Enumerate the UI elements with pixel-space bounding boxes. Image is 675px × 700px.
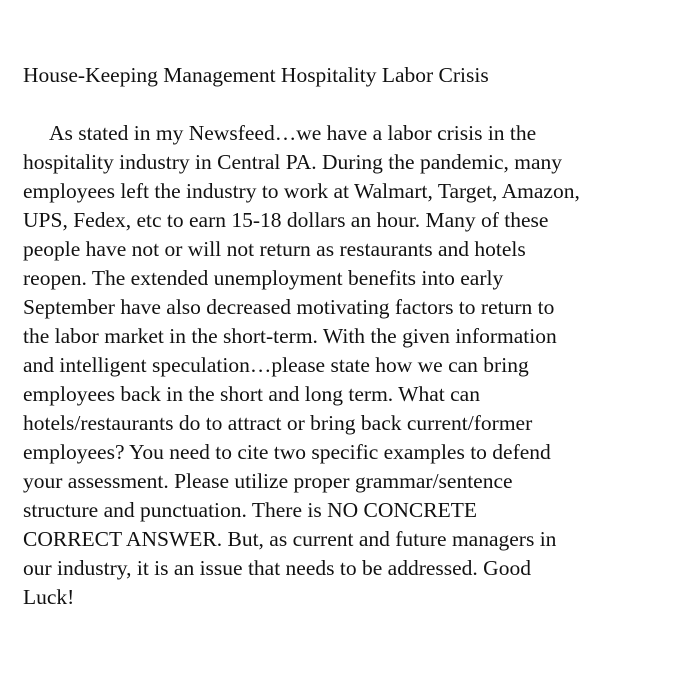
body-line: employees back in the short and long term. What can [23,382,480,406]
body-line: and intelligent speculation…please state how we can bring [23,353,529,377]
body-line: structure and punctuation. There is NO CONCRETE [23,498,477,522]
body-line: people have not or will not return as restaurants and hotels [23,237,526,261]
body-line: CORRECT ANSWER. But, as current and future managers in [23,527,557,551]
body-line: employees left the industry to work at Walmart, Target, Amazon, [23,179,580,203]
body-line: Luck! [23,585,75,609]
body-line: your assessment. Please utilize proper grammar/sentence [23,469,513,493]
body-line: UPS, Fedex, etc to earn 15-18 dollars an hour. Many of these [23,208,549,232]
body-line: September have also decreased motivating factors to return to [23,295,555,319]
body-line: hospitality industry in Central PA. During the pandemic, many [23,150,563,174]
document [23,61,673,612]
body-line: hotels/restaurants do to attract or bring back current/former [23,411,533,435]
body-line: our industry, it is an issue that needs to be addressed. Good [23,556,531,580]
document-body [23,119,673,612]
document-title: House-Keeping Management Hospitality Labor Crisis [23,63,489,87]
body-line: As stated in my Newsfeed…we have a labor crisis in the [49,121,537,145]
body-line: the labor market in the short-term. With the given information [23,324,557,348]
body-line: employees? You need to cite two specific examples to defend [23,440,551,464]
body-line: reopen. The extended unemployment benefits into early [23,266,504,290]
